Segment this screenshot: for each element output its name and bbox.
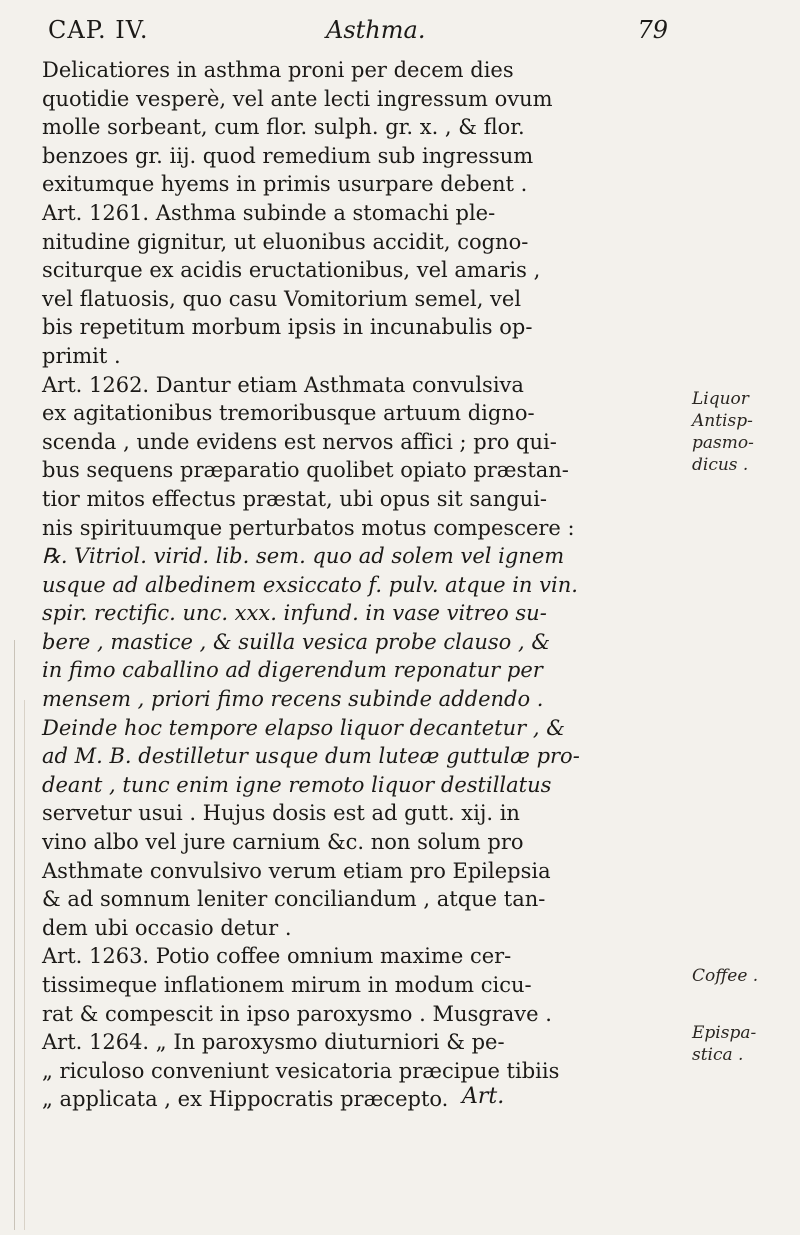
recipe-line: deant , tunc enim igne remoto liquor destillatus: [42, 772, 552, 797]
recipe-line: ℞. Vitriol. virid. lib. sem. quo ad solem vel ignem: [42, 544, 565, 569]
text-line: ex agitationibus tremoribusque artuum digno-: [42, 401, 535, 426]
text-line: dem ubi occasio detur .: [42, 915, 292, 940]
text-line: tior mitos effectus præstat, ubi opus sit sangui-: [42, 486, 548, 511]
running-header: [48, 16, 668, 52]
text-line: quotidie vesperè, vel ante lecti ingressum ovum: [42, 86, 553, 111]
recipe-line: mensem , priori fimo recens subinde addendo .: [42, 687, 544, 712]
page-edge-shadow: [14, 640, 15, 1230]
body-text: [42, 56, 682, 1114]
text-line: exitumque hyems in primis usurpare debent .: [42, 172, 528, 197]
text-line: vel flatuosis, quo casu Vomitorium semel, vel: [42, 286, 522, 311]
text-line: & ad somnum leniter conciliandum , atque tan-: [42, 887, 546, 912]
text-line: Art. 1263. Potio coffee omnium maxime cer-: [42, 944, 512, 969]
margin-note-liquor: Liquor Antisp- pasmo- dicus .: [692, 389, 754, 475]
catchword: Art.: [462, 1084, 505, 1109]
text-line: bis repetitum morbum ipsis in incunabulis op-: [42, 315, 533, 340]
text-line: vino albo vel jure carnium &c. non solum pro: [42, 830, 524, 855]
text-line: nis spirituumque perturbatos motus compescere :: [42, 515, 575, 540]
text-line: bus sequens præparatio quolibet opiato præstan-: [42, 458, 569, 483]
margin-note-coffee: Coffee .: [692, 966, 759, 986]
text-line: Art. 1262. Dantur etiam Asthmata convulsiva: [42, 372, 524, 397]
text-line: nitudine gignitur, ut eluonibus accidit, cogno-: [42, 229, 529, 254]
text-line: molle sorbeant, cum flor. sulph. gr. x. , & flor.: [42, 115, 525, 140]
text-line: tissimeque inflationem mirum in modum cicu-: [42, 973, 532, 997]
text-line: servetur usui . Hujus dosis est ad gutt. xij. in: [42, 801, 520, 826]
recipe-line: spir. rectific. unc. xxx. infund. in vase vitreo su-: [42, 601, 547, 626]
text-line: benzoes gr. iij. quod remedium sub ingressum: [42, 143, 534, 168]
margin-note-epispastica: Epispa- stica .: [692, 1023, 757, 1065]
running-title: Asthma.: [326, 16, 426, 44]
recipe-line: Deinde hoc tempore elapso liquor decantetur , &: [42, 715, 565, 740]
text-line: Art. 1261. Asthma subinde a stomachi ple-: [42, 200, 496, 225]
text-line: Delicatiores in asthma proni per decem dies: [42, 58, 514, 82]
recipe-line: bere , mastice , & suilla vesica probe clauso , &: [42, 629, 551, 654]
text-line: Art. 1264. „ In paroxysmo diuturniori & pe-: [42, 1030, 505, 1055]
text-line: scenda , unde evidens est nervos affici ; pro qui-: [42, 429, 557, 454]
chapter-label: CAP. IV.: [48, 16, 149, 44]
page-edge-shadow: [24, 700, 25, 1230]
text-line: Asthmate convulsivo verum etiam pro Epilepsia: [42, 858, 551, 883]
recipe-line: usque ad albedinem exsiccato f. pulv. atque in vin.: [42, 572, 578, 597]
page-number: 79: [637, 16, 668, 44]
text-line: rat & compescit in ipso paroxysmo . Musgrave .: [42, 1001, 552, 1026]
text-line: „ applicata , ex Hippocratis præcepto.: [42, 1087, 449, 1112]
text-line: sciturque ex acidis eructationibus, vel amaris ,: [42, 258, 541, 283]
recipe-line: ad M. B. destilletur usque dum luteæ guttulæ pro-: [42, 744, 580, 769]
text-line: „ riculoso conveniunt vesicatoria præcipue tibiis: [42, 1058, 560, 1083]
recipe-line: in fimo caballino ad digerendum reponatur per: [42, 658, 543, 683]
text-line: primit .: [42, 343, 121, 368]
